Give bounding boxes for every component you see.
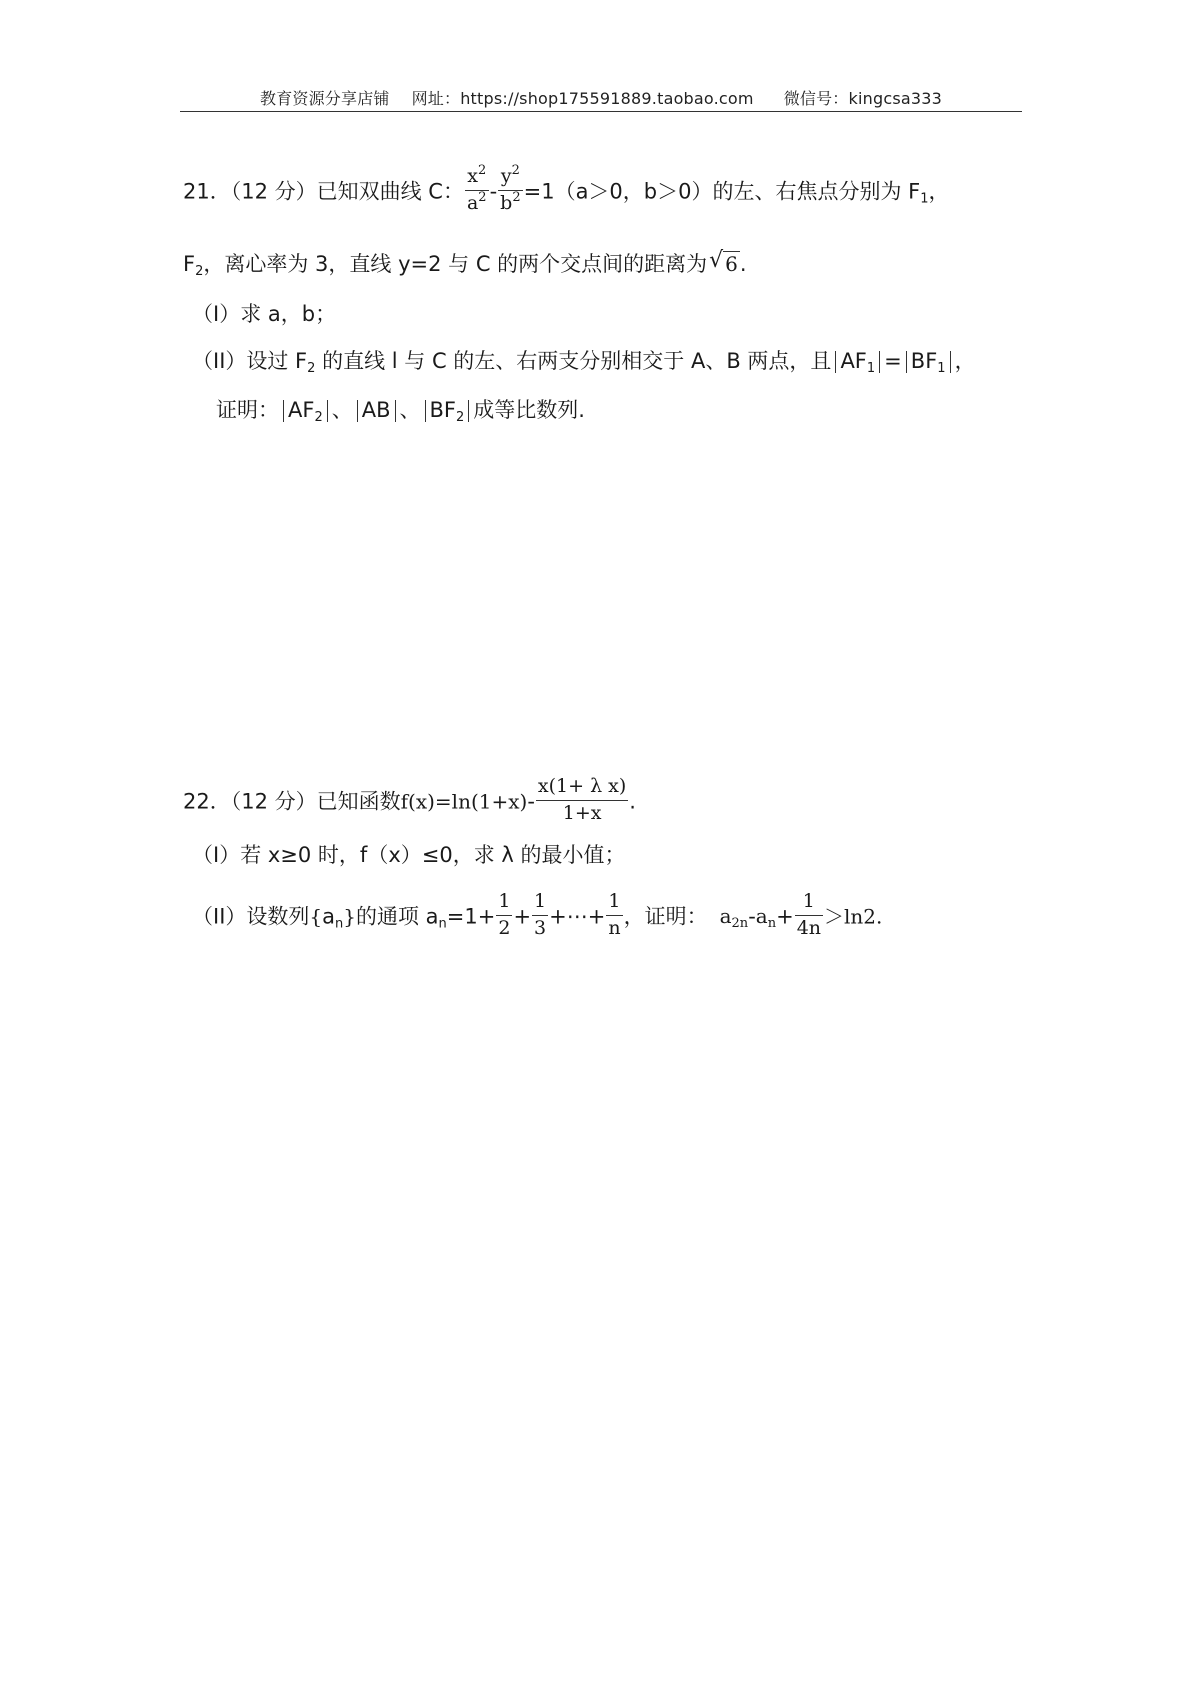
abs-af1: $AF_1$ (835, 351, 880, 373)
abs-af2: $AF_2$ (283, 400, 328, 422)
function-lhs: f(x)=ln(1+x) (400, 789, 528, 814)
q22-line1: 22．（12 分）已知函数f(x)=ln(1+x)- $\frac{\text{x(1+ λ x)}}{1+x}$ . (183, 775, 636, 824)
wechat-id: kingcsa333 (848, 89, 942, 108)
site-url[interactable]: https://shop175591889.taobao.com (460, 89, 754, 108)
abs-bf2: $BF_2$ (425, 400, 470, 422)
q22-part1: （I）若 x≥0 时，f（x）≤0，求 λ 的最小值； (192, 843, 626, 867)
fraction-1-3: $\frac{1}{3}$ (534, 890, 547, 939)
fraction-x-lambda: $\frac{\text{x(1+ λ x)}}{1+x}$ (537, 775, 627, 824)
fraction-1-4n: $\frac{1}{4n}$ (796, 890, 822, 939)
page-header (180, 86, 1022, 109)
site-label: 网址： (411, 89, 461, 108)
q21-part1: （I）求 a，b； (192, 302, 337, 326)
abs-ab: AB (357, 400, 396, 422)
fraction-1-n: $\frac{1}{n}$ (608, 890, 621, 939)
q21-line1: 21．（12 分）已知双曲线 C： $\frac{x^2}{a^2}$ - $\frac{y^2}{b^2}$ =1（a＞0，b＞0）的左、右焦点分别为 $F_1$， (183, 163, 950, 214)
a2n: $a_{2n}$ (719, 904, 749, 932)
sqrt-6: √ 6 (709, 248, 738, 276)
shop-name: 教育资源分享店铺 (260, 89, 390, 108)
fraction-1-2: $\frac{1}{2}$ (498, 890, 511, 939)
q21-line2: $F_2$，离心率为 3，直线 y=2 与 C 的两个交点间的距离为 √ 6. (183, 248, 747, 279)
q21-part2: （II）设过 $F_2$ 的直线 l 与 C 的左、右两支分别相交于 A、B 两点，且 $AF_1 = BF_1$ ， (192, 349, 976, 376)
q22-part2: （II）设数列$\{a_n\}$的通项 $a_n=1+$ $\frac{1}{2}$ + $\frac{1}{3}$ +⋯+ $\frac{1}{n}$ ，证明： $a_{2n}-a_n+$ $\frac{1}{4n}$ ＞ln2. (192, 890, 883, 939)
header-rule (180, 111, 1022, 112)
wechat-label: 微信号： (783, 89, 849, 108)
fraction-x2-a2: $\frac{x^2}{a^2}$ (466, 163, 487, 214)
fraction-y2-b2: $\frac{y^2}{b^2}$ (500, 163, 521, 214)
an: $a_n$ (755, 904, 777, 932)
q21-proof: 证明： $AF_2$ 、 AB 、 $BF_2$ 成等比数列. (216, 398, 585, 425)
abs-bf1: $BF_1$ (906, 351, 951, 373)
